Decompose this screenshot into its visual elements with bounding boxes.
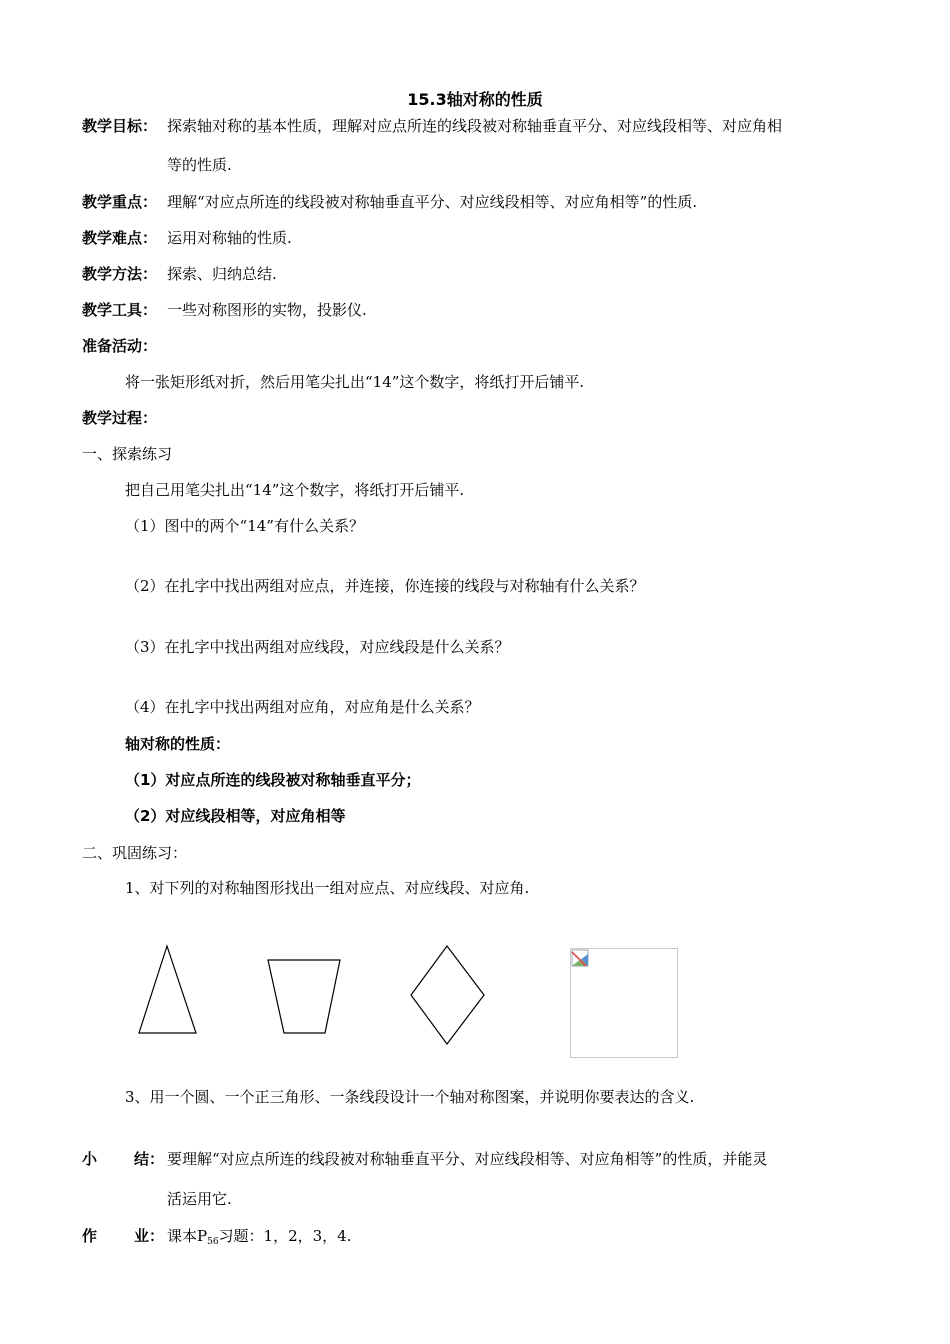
- property-2: （2）对应线段相等，对应角相等: [125, 807, 346, 825]
- isosceles-triangle-shape: [139, 946, 196, 1033]
- summary-text-line2: 活运用它.: [167, 1190, 232, 1208]
- key-point-text: 理解“对应点所连的线段被对称轴垂直平分、对应线段相等、对应角相等”的性质.: [167, 193, 698, 211]
- tools-text: 一些对称图形的实物，投影仪.: [167, 301, 367, 319]
- page-title: 15.3轴对称的性质: [407, 90, 543, 109]
- exercise-3: 3、用一个圆、一个正三角形、一条线段设计一个轴对称图案，并说明你要表达的含义.: [125, 1088, 695, 1106]
- summary-text-line1: 要理解“对应点所连的线段被对称轴垂直平分、对应线段相等、对应角相等”的性质，并能灵: [167, 1150, 768, 1168]
- difficulty-label: 教学难点：: [82, 229, 158, 247]
- prep-text: 将一张矩形纸对折，然后用笔尖扎出“14”这个数字，将纸打开后铺平.: [125, 373, 585, 391]
- section1-intro: 把自己用笔尖扎出“14”这个数字，将纸打开后铺平.: [125, 481, 465, 499]
- homework-label-a: 作: [82, 1227, 98, 1245]
- question-3: （3）在扎字中找出两组对应线段，对应线段是什么关系？: [125, 638, 510, 656]
- property-1: （1）对应点所连的线段被对称轴垂直平分；: [125, 771, 421, 789]
- prep-label: 准备活动：: [82, 337, 158, 355]
- objective-text-line2: 等的性质.: [167, 156, 232, 174]
- homework-page-subscript: 56: [207, 1237, 219, 1247]
- method-text: 探索、归纳总结.: [167, 265, 277, 283]
- broken-image-icon: [571, 949, 589, 967]
- process-label: 教学过程：: [82, 409, 158, 427]
- summary-label-b: 结：: [134, 1150, 165, 1168]
- summary-label-a: 小: [82, 1150, 98, 1168]
- question-2: （2）在扎字中找出两组对应点，并连接，你连接的线段与对称轴有什么关系？: [125, 577, 645, 595]
- homework-text: [167, 1226, 352, 1252]
- difficulty-text: 运用对称轴的性质.: [167, 229, 292, 247]
- section1-heading: 一、探索练习: [82, 445, 173, 463]
- rhombus-shape: [411, 946, 484, 1044]
- section2-heading: 二、巩固练习：: [82, 844, 188, 862]
- exercise-1: 1、对下列的对称轴图形找出一组对应点、对应线段、对应角.: [125, 879, 530, 897]
- objective-label: 教学目标：: [82, 117, 158, 135]
- homework-label-b: 业：: [134, 1227, 165, 1245]
- property-title: 轴对称的性质：: [125, 735, 231, 753]
- homework-text-post: 习题：1，2，3，4.: [218, 1227, 352, 1245]
- tools-label: 教学工具：: [82, 301, 158, 319]
- trapezoid-shape: [268, 960, 340, 1033]
- objective-text-line1: 探索轴对称的基本性质，理解对应点所连的线段被对称轴垂直平分、对应线段相等、对应角相: [167, 117, 783, 135]
- method-label: 教学方法：: [82, 265, 158, 283]
- question-1: （1）图中的两个“14”有什么关系？: [125, 517, 364, 535]
- question-4: （4）在扎字中找出两组对应角，对应角是什么关系？: [125, 698, 480, 716]
- homework-text-pre: 课本P: [167, 1227, 208, 1245]
- key-point-label: 教学重点：: [82, 193, 158, 211]
- broken-image-placeholder: [570, 948, 678, 1058]
